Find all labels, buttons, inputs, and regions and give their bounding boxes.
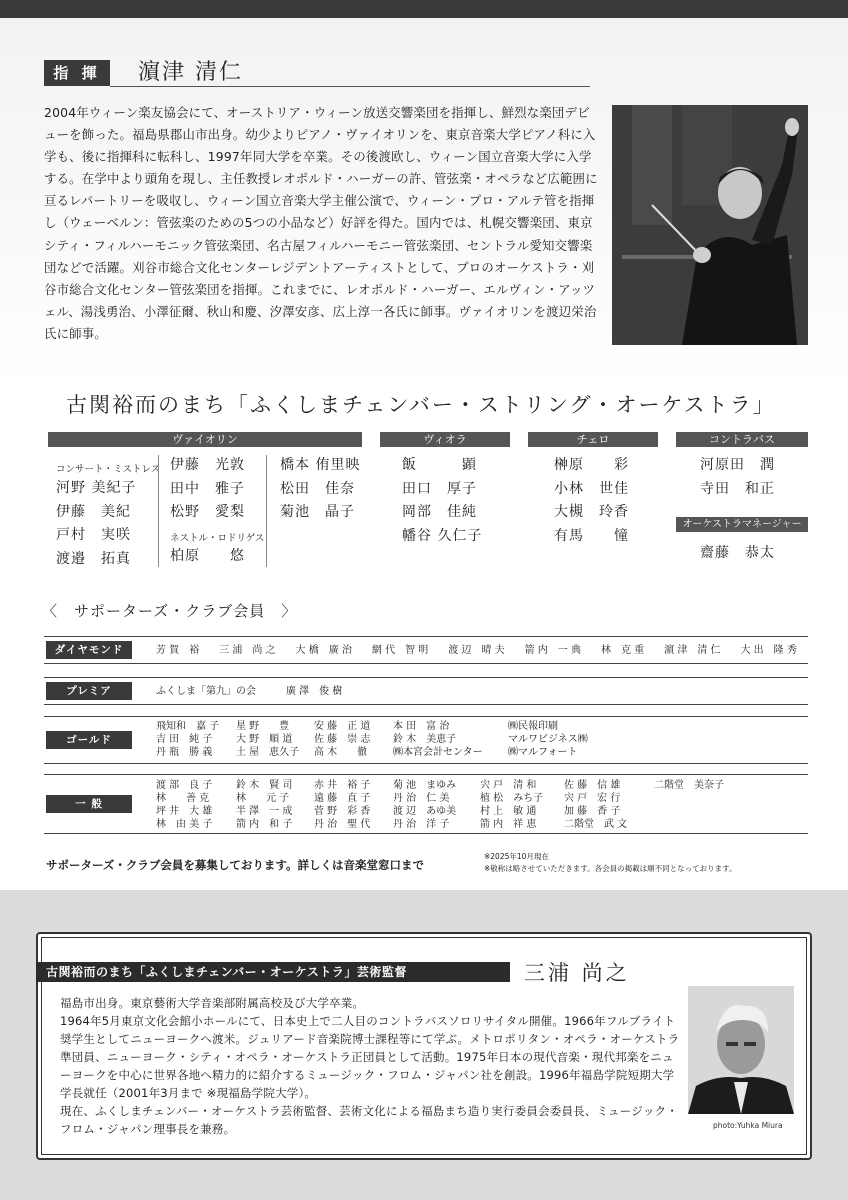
list-item: 田口 厚子: [402, 480, 477, 497]
supporters-title: 〈 サポーターズ・クラブ会員 〉: [42, 602, 298, 620]
director-photo: [688, 986, 794, 1114]
orchestra-title: 古関裕而のまち「ふくしまチェンバー・ストリング・オーケストラ」: [66, 393, 776, 417]
recruit-text: サポーターズ・クラブ会員を募集しております。詳しくは音楽堂窓口まで: [46, 858, 425, 872]
photo-credit: photo:Yuhka Miura: [713, 1121, 783, 1130]
general-col: 宍 戸 清 和 植 松 みち子 村 上 敏 通 箭 内 祥 恵: [480, 780, 544, 830]
general-label: 一 般: [46, 795, 132, 813]
general-col: 菊 池 まゆみ 丹 治 仁 美 渡 辺 あゆ美 丹 治 洋 子: [393, 780, 457, 830]
general-col: 佐 藤 信 雄 宍 戸 宏 行 加 藤 香 子 二階堂 武 文: [564, 780, 628, 830]
list-item: 有馬 憧: [554, 527, 629, 544]
premier-members: ふくしま「第九」の会 廣 澤 俊 樹: [156, 686, 343, 697]
divider: [266, 455, 267, 567]
general-col: 渡 部 良 子 林 善 克 坪 井 大 雄 林 由 美 子: [156, 780, 213, 830]
manager-name: 齋藤 恭太: [700, 545, 775, 561]
director-name: 三浦 尚之: [524, 961, 630, 985]
general-col: 赤 井 裕 子 遠 藤 直 子 菅 野 彩 香 丹 治 聖 代: [314, 780, 371, 830]
list-item: 幡谷 久仁子: [402, 527, 483, 544]
gold-col: 星 野 豊 大 野 順 道 土 屋 恵久子: [236, 721, 300, 758]
list-item: 松野 愛梨: [170, 504, 245, 520]
conductor-name: 濵津 清仁: [138, 60, 243, 85]
director-bio: 福島市出身。東京藝術大学音楽部附属高校及び大学卒業。 1964年5月東京文化会館小ホールにて、日本史上で二人目のコントラバスソロリサイタル開催。1966年フルブライト奨学生としてニューヨークへ渡米。ジュリアード音楽院博士課程等にて学ぶ。メトロポリタン・オペラ・オーケストラ準団員、ニューヨーク・シティ・オペラ・オーケストラ正団員として活動。1975年日本の現代音楽・現代邦楽をニューヨークを中心に世界各地へ精力的に紹介するミュージック・フロム・ジャパン社を創設。1996年福島学院短期大学学長就任（2001年3月まで ※現福島学院大学）。 現在、ふくしまチェンバー・オーケストラ芸術監督、芸術文化による福島まち造り実行委員会委員長、ミュージック・フロム・ジャパン理事長を兼務。: [60, 996, 680, 1136]
list-item: 菊池 晶子: [280, 504, 355, 520]
director-title: 古関裕而のまち「ふくしまチェンバー・オーケストラ」芸術監督: [36, 962, 510, 982]
list-item: 榊原 彩: [554, 457, 629, 473]
note: ※2025年10月現在: [484, 852, 549, 861]
conductor-bio: 2004年ウィーン楽友協会にて、オーストリア・ウィーン放送交響楽団を指揮し、鮮烈な楽団デビューを飾った。福島県郡山市出身。幼少よりピアノ・ヴァイオリンを、東京音楽大学ピアノ科に入学も、後に指揮科に転科し、1997年同大学を卒業。その後渡欧し、ウィーン国立音楽大学に入学する。在学中より頭角を現し、主任教授レオポルド・ハーガーの許、管弦楽・オペラなど広範囲に亘るレパートリーを吸収し、ウィーン国立音楽大学主催公演で、ウィーン・プロ・アルテ管を指揮し（ウェーベルン：管弦楽のための5つの小品など）好評を得た。国内では、札幌交響楽団、東京シティ・フィルハーモニック管弦楽団、名古屋フィルハーモニー管弦楽団、セントラル愛知交響楽団などで活躍。刈谷市総合文化センターレジデントアーティストとして、プロのオーケストラ・刈谷市総合文化センター管弦楽団を指揮。これまでに、レオポルド・ハーガー、エルヴィン・アッツェル、湯浅勇治、小澤征爾、秋山和慶、汐澤安彦、広上淳一各氏に師事。ヴァイオリンを渡辺栄治氏に師事。: [44, 105, 598, 341]
contrabass-header: コントラバス: [676, 432, 808, 447]
nestor-label: ネストル・ロドリゲス: [170, 533, 265, 544]
violin-col1: [56, 477, 136, 571]
list-item: 田中 雅子: [170, 480, 245, 497]
list-item: 大槻 玲香: [554, 504, 629, 520]
premier-label: プレミア: [46, 682, 132, 700]
list-item: 渡邉 拓真: [56, 550, 131, 567]
list-item: 橋本 侑里映: [280, 457, 361, 473]
list-item: 伊藤 美紀: [56, 503, 131, 520]
conductor-photo: [612, 105, 808, 345]
note: ※敬称は略させていただきます。各会員の掲載は順不同となっております。: [484, 864, 737, 873]
list-item: 小林 世佳: [554, 480, 629, 497]
violin-col3: [280, 454, 360, 525]
violin-col2: [170, 454, 245, 525]
general-col: 二階堂 美奈子: [654, 780, 724, 791]
list-item: 柏原 悠: [170, 548, 245, 564]
manager-header: オーケストラマネージャー: [676, 517, 808, 532]
diamond-label: ダイヤモンド: [46, 641, 132, 659]
list-item: 河野 美紀子: [56, 480, 137, 496]
gold-label: ゴールド: [46, 731, 132, 749]
viola-header: ヴィオラ: [380, 432, 510, 447]
list-item: 岡部 佳純: [402, 504, 477, 520]
contrabass-list: [700, 454, 775, 501]
notes: [484, 851, 737, 875]
concertmistress-label: コンサート・ミストレス: [56, 464, 161, 475]
divider: [110, 86, 590, 87]
list-item: 松田 佳奈: [280, 480, 355, 497]
list-item: 寺田 和正: [700, 480, 775, 497]
gold-col: ㈱民報印刷 マルワビジネス㈱ ㈱マルフォート: [508, 721, 588, 758]
gold-col: 安 藤 正 道 佐 藤 崇 志 高 木 徹: [314, 721, 371, 758]
list-item: 戸村 実咲: [56, 527, 131, 543]
cello-list: [554, 454, 629, 548]
list-item: 河原田 潤: [700, 457, 775, 473]
list-item: 伊藤 光敦: [170, 457, 245, 473]
violin-header: ヴァイオリン: [48, 432, 362, 447]
gold-col: 本 田 富 治 鈴 木 美恵子 ㈱本宮会計センター: [393, 721, 483, 758]
gold-col: 飛知和 嘉 子 吉 田 純 子 丹 瓶 勝 義: [156, 721, 220, 758]
top-bar: [0, 0, 848, 18]
general-col: 鈴 木 賢 司 林 元 子 半 澤 一 成 箭 内 和 子: [236, 780, 293, 830]
cello-header: チェロ: [528, 432, 658, 447]
viola-list: [402, 454, 482, 548]
conductor-label: 指 揮: [44, 60, 110, 86]
divider: [158, 455, 159, 567]
diamond-members: 芳 賀 裕 三 浦 尚 之 大 橋 廣 治 網 代 智 明 渡 辺 晴 夫 箭 内 一 典 林 克 重 濵 津 清 仁 大 出 隆 秀: [156, 645, 797, 656]
list-item: 飯 顕: [402, 457, 477, 473]
